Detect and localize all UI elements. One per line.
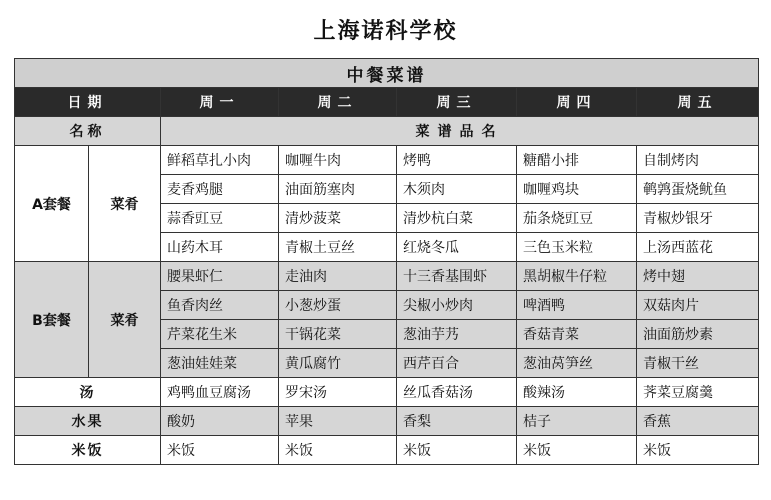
fruit-cell: 酸奶 — [161, 407, 279, 436]
date-header: 日期 — [15, 88, 161, 117]
soup-cell: 酸辣汤 — [517, 378, 637, 407]
dish-cell: 烤鸭 — [397, 146, 517, 175]
lunch-menu-table — [14, 58, 759, 465]
day-header-fri: 周五 — [637, 88, 759, 117]
soup-cell: 鸡鸭血豆腐汤 — [161, 378, 279, 407]
dish-cell: 香菇青菜 — [517, 320, 637, 349]
rice-cell: 米饭 — [637, 436, 759, 465]
dish-cell: 双菇肉片 — [637, 291, 759, 320]
rice-cell: 米饭 — [397, 436, 517, 465]
day-header-mon: 周一 — [161, 88, 279, 117]
fruit-cell: 苹果 — [279, 407, 397, 436]
school-title: 上海诺科学校 — [313, 19, 458, 44]
dish-cell: 糖醋小排 — [517, 146, 637, 175]
fruit-cell: 香蕉 — [637, 407, 759, 436]
dish-cell: 自制烤肉 — [637, 146, 759, 175]
fruit-row — [15, 407, 759, 436]
header-row — [15, 88, 759, 117]
dish-cell: 干锅花菜 — [279, 320, 397, 349]
dish-cell: 木须肉 — [397, 175, 517, 204]
day-header-wed: 周三 — [397, 88, 517, 117]
set-b-name: B套餐 — [15, 262, 89, 378]
table-row — [15, 262, 759, 291]
dish-cell: 青椒炒银牙 — [637, 204, 759, 233]
dish-cell: 烤中翅 — [637, 262, 759, 291]
dish-cell: 山药木耳 — [161, 233, 279, 262]
dish-cell: 鹌鹑蛋烧鱿鱼 — [637, 175, 759, 204]
dish-cell: 芹菜花生米 — [161, 320, 279, 349]
dish-cell: 葱油莴笋丝 — [517, 349, 637, 378]
rice-cell: 米饭 — [517, 436, 637, 465]
dish-cell: 黄瓜腐竹 — [279, 349, 397, 378]
rice-cell: 米饭 — [279, 436, 397, 465]
dish-cell: 鱼香肉丝 — [161, 291, 279, 320]
dish-cell: 清炒菠菜 — [279, 204, 397, 233]
soup-cell: 丝瓜香菇汤 — [397, 378, 517, 407]
dish-cell: 鲜稻草扎小肉 — [161, 146, 279, 175]
dish-cell: 蒜香豇豆 — [161, 204, 279, 233]
fruit-cell: 香梨 — [397, 407, 517, 436]
dish-cell: 清炒杭白菜 — [397, 204, 517, 233]
dish-cell: 油面筋炒素 — [637, 320, 759, 349]
dish-cell: 麦香鸡腿 — [161, 175, 279, 204]
table-row — [15, 146, 759, 175]
dish-cell: 茄条烧豇豆 — [517, 204, 637, 233]
dish-cell: 咖喱牛肉 — [279, 146, 397, 175]
dish-cell: 尖椒小炒肉 — [397, 291, 517, 320]
rice-label: 米饭 — [15, 436, 161, 465]
dish-cell: 三色玉米粒 — [517, 233, 637, 262]
dish-cell: 走油肉 — [279, 262, 397, 291]
fruit-cell: 桔子 — [517, 407, 637, 436]
set-b-category: 菜肴 — [89, 262, 161, 378]
dish-cell: 黑胡椒牛仔粒 — [517, 262, 637, 291]
day-header-thu: 周四 — [517, 88, 637, 117]
dish-cell: 啤酒鸭 — [517, 291, 637, 320]
dish-cell: 葱油芋艿 — [397, 320, 517, 349]
soup-row — [15, 378, 759, 407]
dish-cell: 上汤西蓝花 — [637, 233, 759, 262]
set-a-category: 菜肴 — [89, 146, 161, 262]
name-row — [15, 117, 759, 146]
name-label: 名称 — [15, 117, 161, 146]
rice-row — [15, 436, 759, 465]
soup-cell: 荠菜豆腐羹 — [637, 378, 759, 407]
set-a-name: A套餐 — [15, 146, 89, 262]
menu-title: 中餐菜谱 — [15, 59, 759, 88]
menu-title-row — [15, 59, 759, 88]
dish-cell: 咖喱鸡块 — [517, 175, 637, 204]
dish-cell: 青椒土豆丝 — [279, 233, 397, 262]
dish-cell: 西芹百合 — [397, 349, 517, 378]
dish-cell: 葱油娃娃菜 — [161, 349, 279, 378]
day-header-tue: 周二 — [279, 88, 397, 117]
soup-cell: 罗宋汤 — [279, 378, 397, 407]
dish-cell: 十三香基围虾 — [397, 262, 517, 291]
fruit-label: 水果 — [15, 407, 161, 436]
rice-cell: 米饭 — [161, 436, 279, 465]
dish-cell: 腰果虾仁 — [161, 262, 279, 291]
dish-cell: 油面筋塞肉 — [279, 175, 397, 204]
soup-label: 汤 — [15, 378, 161, 407]
dish-cell: 青椒干丝 — [637, 349, 759, 378]
dishes-label: 菜谱品名 — [161, 117, 759, 146]
dish-cell: 红烧冬瓜 — [397, 233, 517, 262]
dish-cell: 小葱炒蛋 — [279, 291, 397, 320]
